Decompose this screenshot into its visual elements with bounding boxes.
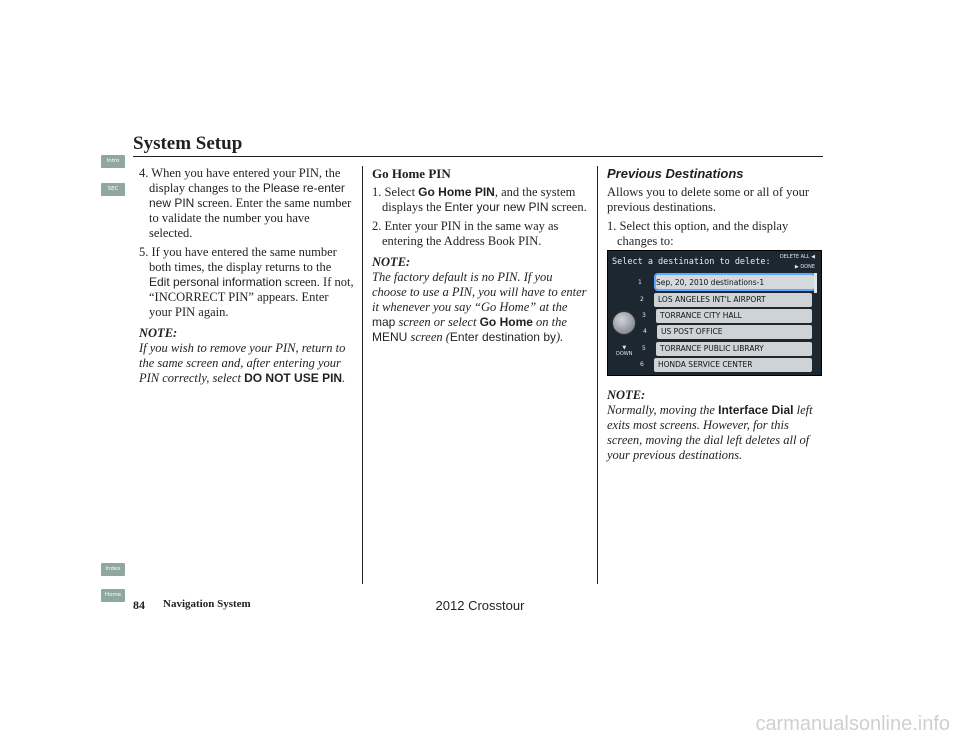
step-4: 4. When you have entered your PIN, the display changes to the Please re-enter new PIN screen. Enter the same number to validate the number you have selected. [139, 166, 352, 240]
page-number: 84 [133, 598, 145, 612]
ui-term: Enter your new PIN [444, 200, 549, 214]
intro-text: Allows you to delete some or all of your previous destinations. [607, 185, 810, 214]
column-divider [362, 166, 363, 584]
interface-dial-icon [612, 311, 636, 335]
note-text: The factory default is no PIN. If you choose to use a PIN, you will have to enter it whenever you say “Go Home” at the map screen or select Go Home on the MENU screen (Enter destination by). [372, 270, 587, 344]
column-divider [597, 166, 598, 584]
sec-button[interactable]: SEC [101, 183, 125, 196]
step-1: 1. Select Go Home PIN, and the system displays the Enter your new PIN screen. [372, 185, 587, 214]
ui-term: Enter destination by [449, 330, 556, 344]
footer-label: Navigation System [163, 598, 251, 610]
step-5: 5. If you have entered the same number both times, the display returns to the Edit personal information screen. If not, “INCORRECT PIN” appears. Enter your PIN again. [139, 245, 354, 319]
ui-term: Interface Dial [718, 403, 794, 417]
page-title: System Setup [133, 133, 243, 154]
ui-term: Edit personal information [149, 275, 282, 289]
scrollbar [814, 273, 817, 293]
list-item: TORRANCE CITY HALL [656, 309, 812, 323]
note-heading: NOTE: [372, 255, 411, 269]
list-item: LOS ANGELES INT'L AIRPORT [654, 293, 812, 307]
list-item: US POST OFFICE [657, 325, 812, 339]
ui-term: Go Home PIN [418, 185, 495, 199]
list-item: TORRANCE PUBLIC LIBRARY [656, 342, 812, 356]
column-3 [607, 166, 827, 253]
watermark: carmanualsonline.info [755, 713, 950, 735]
index-button[interactable]: Index [101, 563, 125, 576]
nav-screen-image [607, 250, 822, 376]
ui-term: Go Home [479, 315, 533, 329]
row-number: 3 [642, 312, 646, 319]
done-button: ▶ DONE [794, 264, 815, 270]
ui-term: Please re-enter new PIN [149, 181, 345, 210]
note-heading: NOTE: [139, 326, 178, 340]
row-number: 1 [638, 279, 642, 286]
list-item: Sep, 20, 2010 destinations-1 [656, 278, 765, 287]
note-text: Normally, moving the Interface Dial left exits most screens. However, for this screen, moving the dial left deletes all of your previous destinations. [607, 403, 813, 462]
note-text: If you wish to remove your PIN, return to the same screen and, after entering your PIN correctly, select DO NOT USE PIN. [139, 341, 346, 385]
ui-term: DO NOT USE PIN [244, 371, 343, 385]
footer-model: 2012 Crosstour [435, 598, 525, 613]
row-number: 4 [643, 328, 647, 335]
section-heading: Previous Destinations [607, 166, 744, 181]
ui-term: MENU [372, 330, 408, 344]
column-1 [139, 166, 354, 386]
list-item: HONDA SERVICE CENTER [654, 358, 812, 372]
delete-all-button: DELETE ALL ◀ [779, 254, 815, 260]
screen-header: Select a destination to delete: [612, 257, 771, 267]
step-2: 2. Enter your PIN in the same way as entering the Address Book PIN. [372, 219, 559, 248]
column-2 [372, 166, 587, 345]
intro-button[interactable]: Intro [101, 155, 125, 168]
row-number: 2 [640, 296, 644, 303]
step-1: 1. Select this option, and the display changes to: [607, 219, 789, 248]
home-button[interactable]: Home [101, 589, 125, 602]
ui-term: map [372, 315, 396, 329]
row-number: 5 [642, 345, 646, 352]
row-number: 6 [640, 361, 644, 368]
down-indicator: ▼ DOWN [616, 345, 633, 357]
section-heading: Go Home PIN [372, 166, 451, 181]
note-heading: NOTE: [607, 388, 646, 402]
column-3-note [607, 388, 827, 463]
title-rule [133, 156, 823, 157]
